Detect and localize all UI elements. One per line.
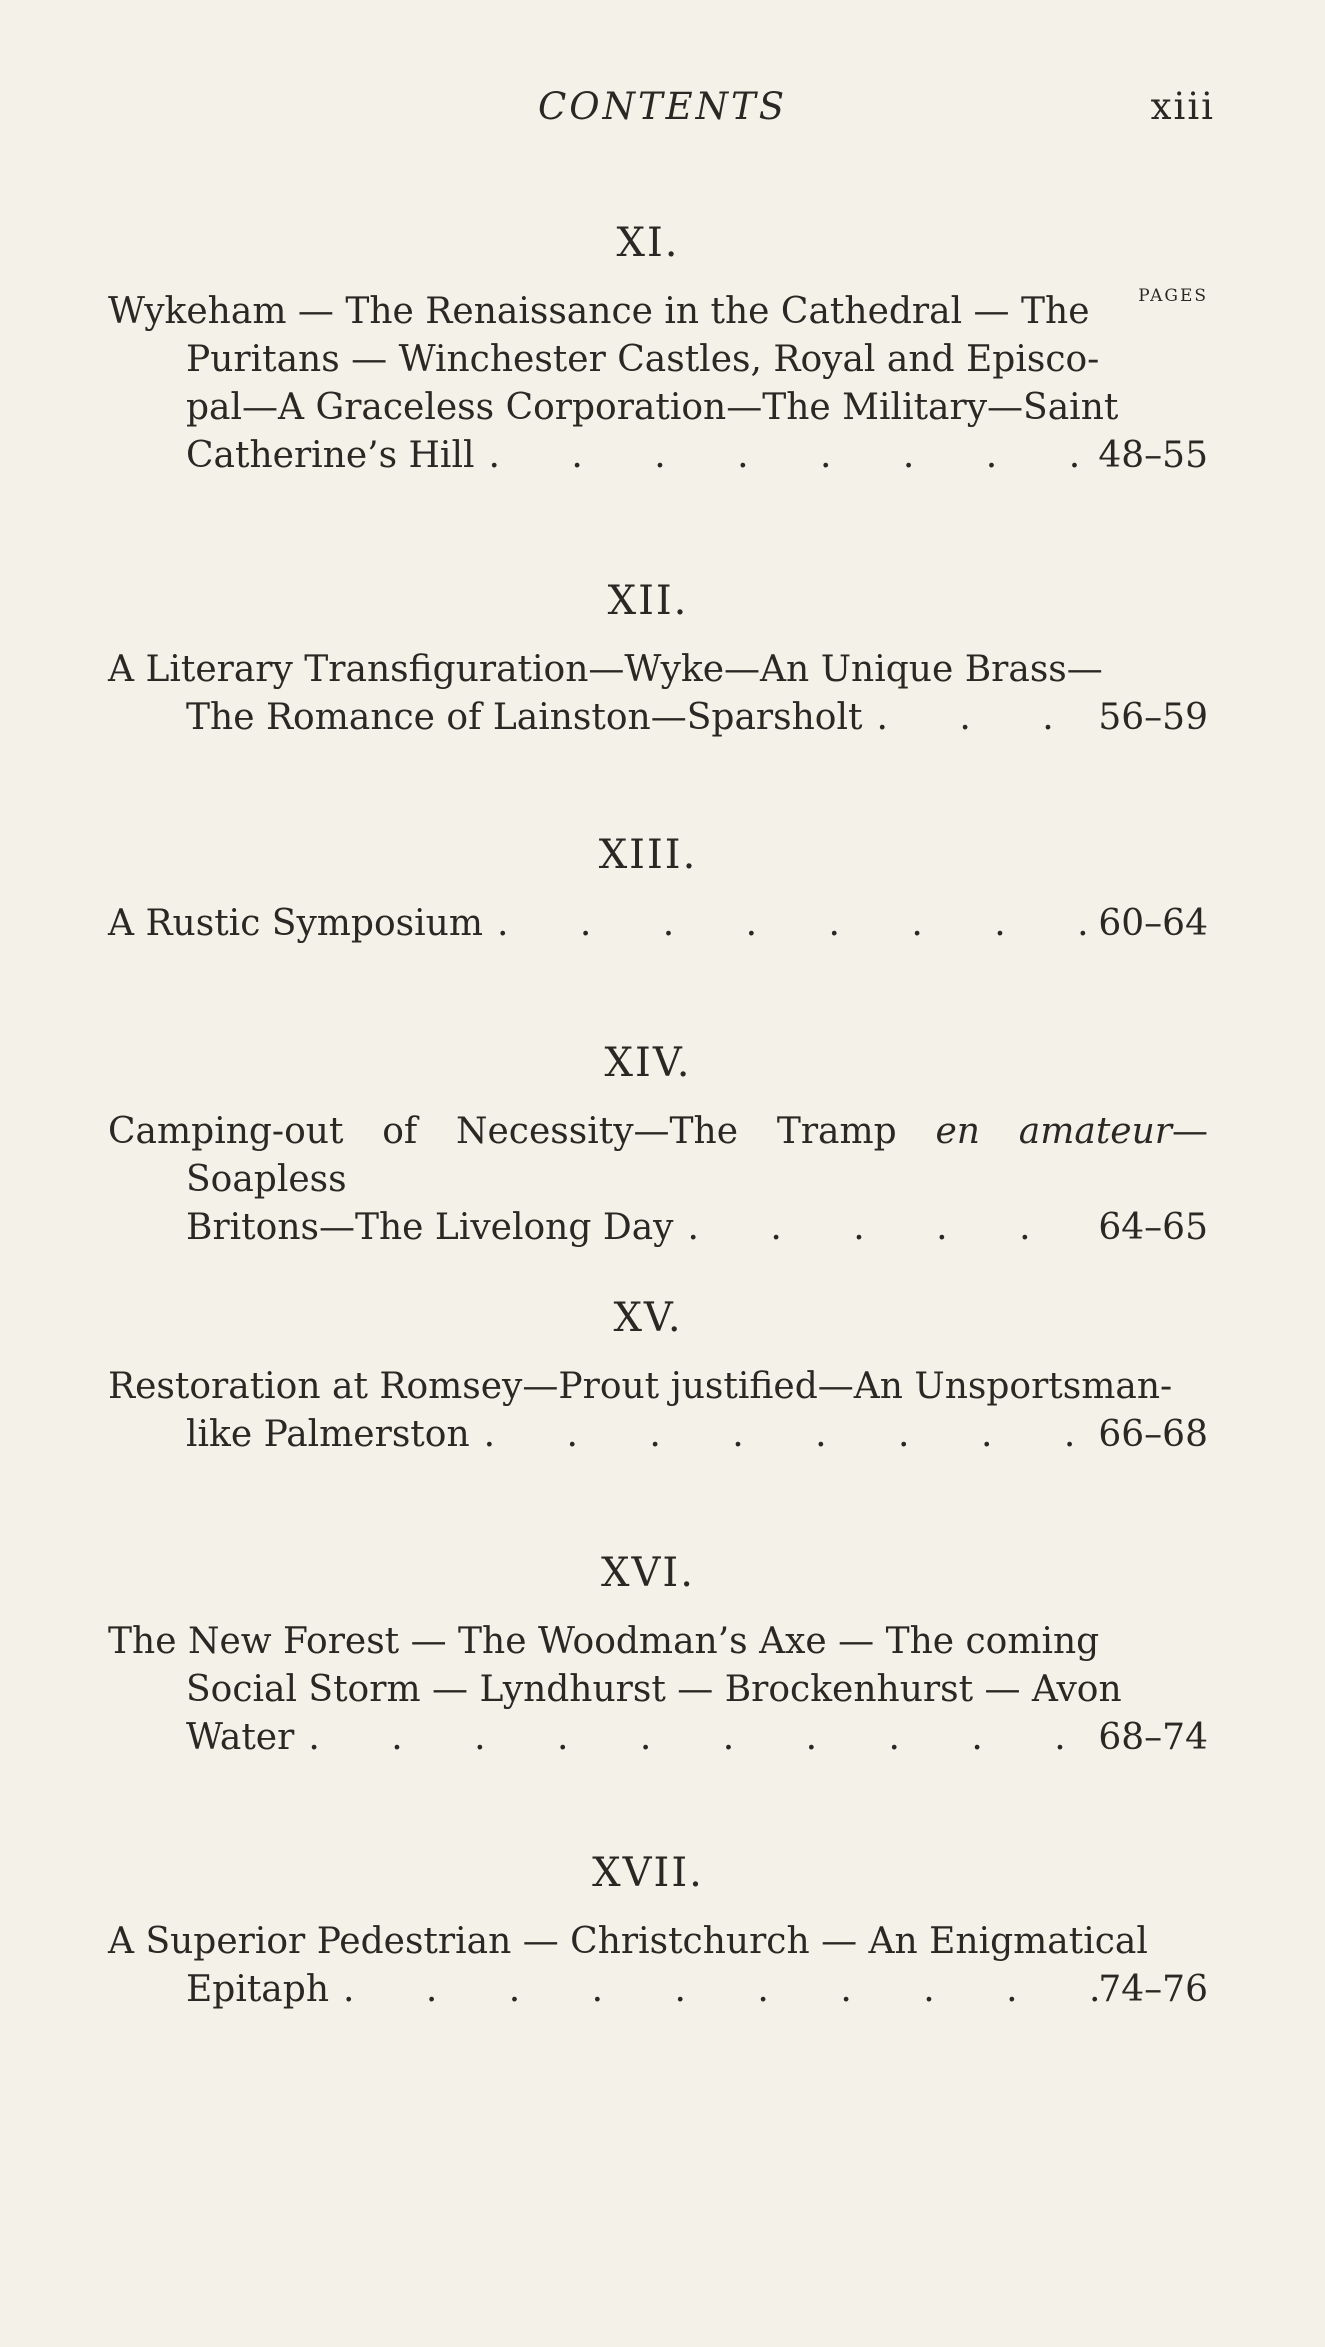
entry-last-line bbox=[186, 694, 1208, 742]
entry-line: Water bbox=[186, 1717, 295, 1758]
page-range: 74–76 bbox=[1098, 1969, 1208, 2010]
dot-leader bbox=[862, 694, 1098, 742]
chapter-numeral: XVII. bbox=[592, 1850, 704, 1896]
entry-line-part-italic: en amateur bbox=[935, 1111, 1172, 1152]
dot-leader bbox=[470, 1411, 1099, 1459]
chapter-numeral: XII. bbox=[607, 578, 689, 624]
running-title: CONTENTS bbox=[537, 85, 788, 128]
chapter-entry bbox=[108, 288, 1218, 480]
dot-leader bbox=[294, 1714, 1098, 1762]
entry-line: Catherine’s Hill bbox=[186, 435, 475, 476]
chapter-entry bbox=[108, 1363, 1218, 1459]
chapter-entry bbox=[108, 1918, 1218, 2014]
chapter-entry bbox=[108, 1108, 1218, 1252]
dot-leader bbox=[474, 432, 1098, 480]
chapter-xiii bbox=[108, 832, 1218, 948]
entry-last-line bbox=[186, 432, 1208, 480]
chapter-numeral: XI. bbox=[616, 220, 680, 266]
page-range: 48–55 bbox=[1098, 435, 1208, 476]
entry-last-line bbox=[186, 1204, 1208, 1252]
entry-line: The New Forest — The Woodman’s Axe — The coming bbox=[108, 1621, 1100, 1662]
pages-label: PAGES bbox=[1138, 286, 1208, 306]
page-range: 68–74 bbox=[1098, 1717, 1208, 1758]
entry-last-line bbox=[186, 1411, 1208, 1459]
entry-line: Epitaph bbox=[186, 1969, 329, 2010]
entry-line: Puritans — Winchester Castles, Royal and Episco- bbox=[186, 339, 1100, 380]
entry-last-line bbox=[108, 900, 1208, 948]
entry-line: A Literary Transfiguration—Wyke—An Unique Brass— bbox=[108, 649, 1103, 690]
chapter-numeral: XIII. bbox=[598, 832, 698, 878]
dot-leader bbox=[329, 1966, 1098, 2014]
chapter-entry bbox=[108, 646, 1218, 742]
chapter-xii bbox=[108, 578, 1218, 742]
chapter-numeral: XVI. bbox=[601, 1550, 695, 1596]
entry-line: Britons—The Livelong Day bbox=[186, 1207, 674, 1248]
entry-line bbox=[108, 1108, 1208, 1204]
chapter-xvi bbox=[108, 1550, 1218, 1762]
page-range: 64–65 bbox=[1098, 1207, 1208, 1248]
running-head bbox=[0, 85, 1325, 135]
dot-leader bbox=[674, 1204, 1099, 1252]
entry-line: Wykeham — The Renaissance in the Cathedral — The bbox=[108, 291, 1090, 332]
entry-line: pal—A Graceless Corporation—The Military—Saint bbox=[186, 387, 1119, 428]
chapter-xi bbox=[108, 220, 1218, 480]
entry-line: like Palmerston bbox=[186, 1414, 470, 1455]
entry-line: Restoration at Romsey—Prout justified—An Unsportsman- bbox=[108, 1366, 1173, 1407]
page-range: 60–64 bbox=[1098, 903, 1208, 944]
page-range: 66–68 bbox=[1098, 1414, 1208, 1455]
entry-line-part: Camping-out of Necessity—The Tramp bbox=[108, 1111, 936, 1152]
entry-line-part: —Soapless bbox=[186, 1111, 1208, 1200]
entry-line: A Superior Pedestrian — Christchurch — An Enigmatical bbox=[108, 1921, 1148, 1962]
entry-last-line bbox=[186, 1966, 1208, 2014]
entry-last-line bbox=[186, 1714, 1208, 1762]
entry-line: Social Storm — Lyndhurst — Brockenhurst — Avon bbox=[186, 1669, 1122, 1710]
chapter-entry bbox=[108, 1618, 1218, 1762]
chapter-numeral: XV. bbox=[613, 1295, 683, 1341]
chapter-numeral: XIV. bbox=[604, 1040, 692, 1086]
chapter-entry bbox=[108, 900, 1218, 948]
dot-leader bbox=[483, 900, 1098, 948]
page-number: xiii bbox=[1150, 85, 1215, 128]
chapter-xiv bbox=[108, 1040, 1218, 1252]
chapter-xv bbox=[108, 1295, 1218, 1459]
entry-line: A Rustic Symposium bbox=[108, 903, 483, 944]
chapter-xvii bbox=[108, 1850, 1218, 2014]
page-range: 56–59 bbox=[1098, 697, 1208, 738]
entry-line: The Romance of Lainston—Sparsholt bbox=[186, 697, 863, 738]
